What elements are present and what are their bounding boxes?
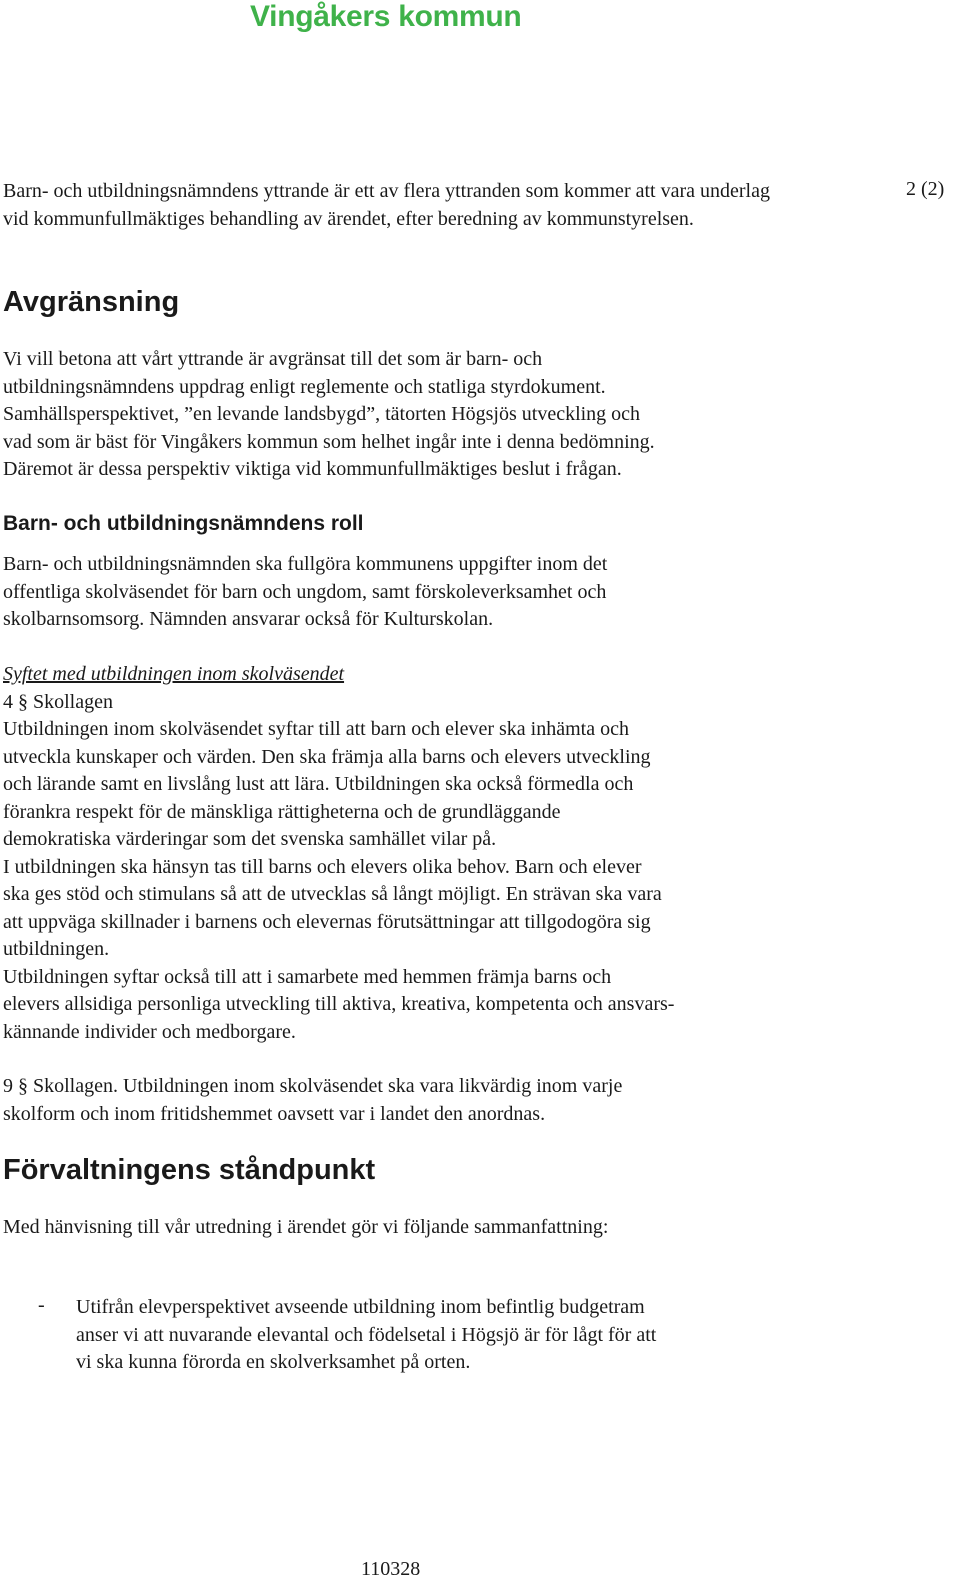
text-line: skolbarnsomsorg. Nämnden ansvarar också för Kulturskolan. [3,608,494,630]
heading-avgransning: Avgränsning [3,286,180,318]
avgransning-paragraph [3,346,803,484]
text-line: vad som är bäst för Vingåkers kommun som helhet ingår inte i denna bedömning. [3,430,655,453]
bullet-item [76,1294,796,1377]
text-line: Utbildningen inom skolväsendet syftar till att barn och elever ska inhämta och [3,718,629,740]
organization-logo-text: Vingåkers kommun [250,0,522,33]
text-line: och lärande samt en livslång lust att lära. Utbildningen ska också förmedla och [3,773,634,795]
bullet-marker: - [38,1294,45,1316]
standpunkt-intro: Med hänvisning till vår utredning i ärendet gör vi följande sammanfattning: [3,1216,609,1238]
roll-paragraph [3,551,803,634]
text-line: att uppväga skillnader i barnens och elevernas förutsättningar att tillgodogöra sig [3,910,651,933]
text-line: offentliga skolväsendet för barn och ungdom, samt förskoleverksamhet och [3,580,607,603]
page-number: 2 (2) [906,178,945,200]
heading-standpunkt: Förvaltningens ståndpunkt [3,1154,376,1186]
text-line: vi ska kunna förorda en skolverksamhet på orten. [76,1351,471,1373]
text-line: Barn- och utbildningsnämnden ska fullgöra kommunens uppgifter inom det [3,553,608,575]
footer-date-code: 110328 [361,1558,421,1580]
text-line: I utbildningen ska hänsyn tas till barns och elevers olika behov. Barn och elever [3,855,642,878]
text-line: anser vi att nuvarande elevantal och födelsetal i Högsjö är för lågt för att [76,1323,657,1346]
text-line: Utbildningen syftar också till att i samarbete med hemmen främja barns och [3,965,612,988]
text-line: utveckla kunskaper och värden. Den ska främja alla barns och elevers utveckling [3,745,651,768]
syftet-section [3,661,803,1046]
text-line: ska ges stöd och stimulans så att de utvecklas så långt möjligt. En strävan ska vara [3,883,662,905]
text-line: Vi vill betona att vårt yttrande är avgränsat till det som är barn- och [3,348,543,370]
text-line: elevers allsidiga personliga utveckling till aktiva, kreativa, kompetenta och ansvars- [3,993,675,1015]
text-line: Samhällsperspektivet, ”en levande landsbygd”, tätorten Högsjös utveckling och [3,403,641,425]
section-reference: 4 § Skollagen [3,690,113,713]
heading-roll: Barn- och utbildningsnämndens roll [3,512,364,535]
intro-paragraph: Barn- och utbildningsnämndens yttrande är ett av flera yttranden som kommer att vara underlag vid kommunfullmäktiges behandling av ärendet, efter beredning av kommunstyrelsen. [3,180,770,230]
text-line: skolform och inom fritidshemmet oavsett var i landet den anordnas. [3,1102,546,1125]
text-line: demokratiska värderingar som det svenska samhället vilar på. [3,828,497,850]
text-line: kännande individer och medborgare. [3,1020,296,1043]
text-line: Däremot är dessa perspektiv viktiga vid kommunfullmäktiges beslut i frågan. [3,458,622,480]
skollagen-9-paragraph [3,1073,803,1128]
text-line: 9 § Skollagen. Utbildningen inom skolväsendet ska vara likvärdig inom varje [3,1075,623,1097]
subheading-syftet: Syftet med utbildningen inom skolväsendet [3,663,345,685]
text-line: förankra respekt för de mänskliga rättigheterna och de grundläggande [3,800,561,823]
text-line: Utifrån elevperspektivet avseende utbildning inom befintlig budgetram [76,1296,645,1318]
text-line: utbildningen. [3,938,110,960]
text-line: utbildningsnämndens uppdrag enligt reglemente och statliga styrdokument. [3,375,606,398]
